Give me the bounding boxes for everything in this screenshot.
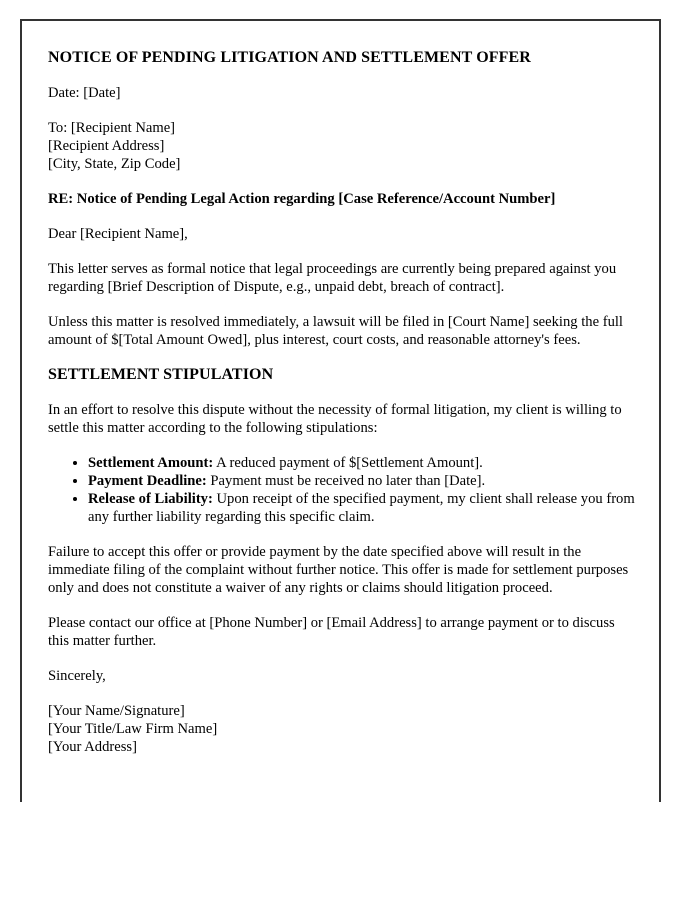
signature-line-address: [Your Address] xyxy=(48,739,137,755)
signature-line-title: [Your Title/Law Firm Name] xyxy=(48,721,218,737)
salutation: Dear [Recipient Name], xyxy=(48,226,188,242)
stipulation-item-payment-deadline xyxy=(88,472,635,490)
stipulation-label: Settlement Amount: xyxy=(88,455,214,471)
paragraph-failure-consequence: Failure to accept this offer or provide payment by the date specified above will result in the immediate filing of the complaint without further notice. This offer is made for settlement purposes only and does not constitute a waiver of any rights or claims should litigation proceed. xyxy=(48,544,629,596)
letter-title: NOTICE OF PENDING LITIGATION AND SETTLEMENT OFFER xyxy=(48,49,531,66)
recipient-block xyxy=(48,119,635,173)
section-heading-settlement-stipulation: SETTLEMENT STIPULATION xyxy=(48,366,274,383)
letter-page xyxy=(20,19,661,802)
stipulation-item-release-of-liability xyxy=(88,490,635,526)
closing: Sincerely, xyxy=(48,668,106,684)
stipulation-item-settlement-amount xyxy=(88,454,635,472)
re-line: RE: Notice of Pending Legal Action regarding [Case Reference/Account Number] xyxy=(48,191,556,207)
recipient-line-city: [City, State, Zip Code] xyxy=(48,156,181,172)
date-line: Date: [Date] xyxy=(48,85,121,101)
stipulation-label: Release of Liability: xyxy=(88,491,213,507)
recipient-line-address: [Recipient Address] xyxy=(48,138,165,154)
paragraph-lawsuit-warning: Unless this matter is resolved immediately, a lawsuit will be filed in [Court Name] seeking the full amount of $[Total Amount Owed], plus interest, court costs, and reasonable attorney's fees. xyxy=(48,314,623,348)
stipulation-text: Upon receipt of the specified payment, my client shall release you from any further liability regarding this specific claim. xyxy=(88,491,635,525)
stipulation-label: Payment Deadline: xyxy=(88,473,207,489)
paragraph-notice: This letter serves as formal notice that legal proceedings are currently being prepared against you regarding [Brief Description of Dispute, e.g., unpaid debt, breach of contract]. xyxy=(48,261,617,295)
stipulation-text: A reduced payment of $[Settlement Amount]. xyxy=(216,455,483,471)
paragraph-settlement-intro: In an effort to resolve this dispute without the necessity of formal litigation, my client is willing to settle this matter according to the following stipulations: xyxy=(48,402,622,436)
recipient-line-name: To: [Recipient Name] xyxy=(48,120,176,136)
signature-line-name: [Your Name/Signature] xyxy=(48,703,185,719)
paragraph-contact: Please contact our office at [Phone Number] or [Email Address] to arrange payment or to discuss this matter further. xyxy=(48,615,615,649)
signature-block xyxy=(48,702,635,756)
stipulation-text: Payment must be received no later than [Date]. xyxy=(210,473,486,489)
stipulations-list xyxy=(48,454,635,526)
